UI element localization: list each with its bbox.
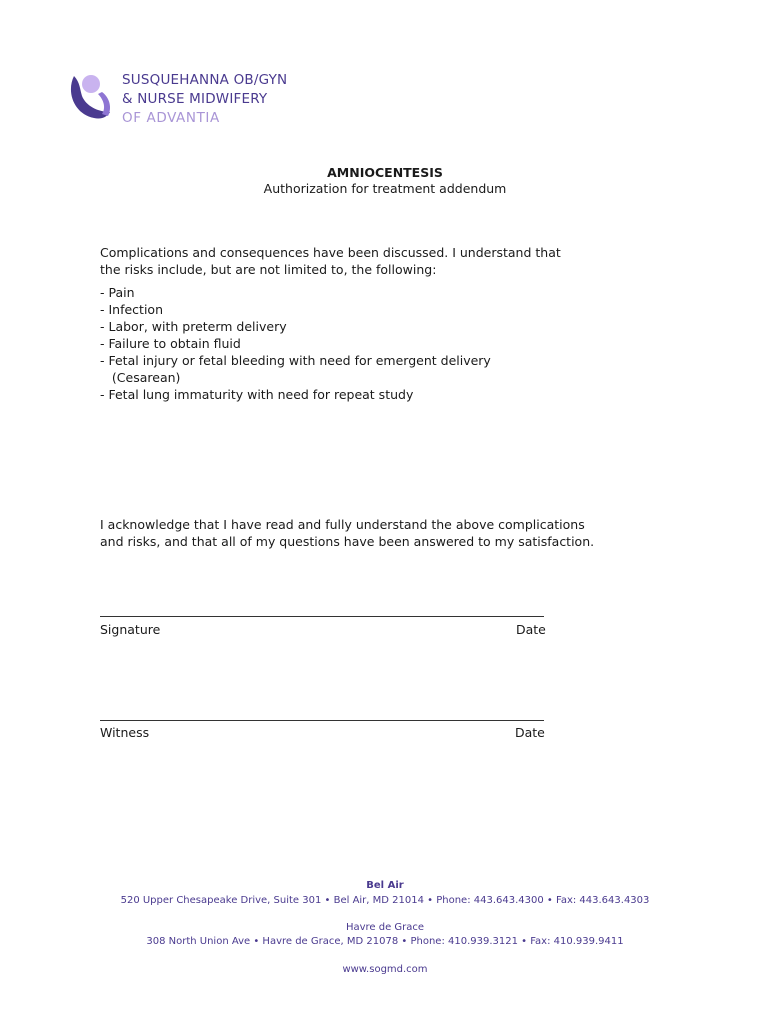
acknowledgement-paragraph <box>100 516 620 550</box>
risk-item: - Failure to obtain fluid <box>100 336 241 351</box>
witness-date-label: Date <box>515 725 545 740</box>
risk-item: (Cesarean) <box>100 370 181 385</box>
intro-line: Complications and consequences have been discussed. I understand that <box>100 245 561 260</box>
logo-line-affiliation: OF ADVANTIA <box>122 110 220 126</box>
risk-list <box>100 284 620 403</box>
document-title: AMNIOCENTESIS <box>327 165 443 180</box>
intro-line: the risks include, but are not limited to, the following: <box>100 262 437 277</box>
risk-item: - Labor, with preterm delivery <box>100 319 287 334</box>
acknowledgement-line: and risks, and that all of my questions have been answered to my satisfaction. <box>100 534 595 549</box>
risk-item: - Fetal injury or fetal bleeding with need for emergent delivery <box>100 353 491 368</box>
logo-line-practice-name: SUSQUEHANNA OB/GYN <box>122 72 288 88</box>
risk-item: - Fetal lung immaturity with need for repeat study <box>100 387 414 402</box>
document-subtitle: Authorization for treatment addendum <box>263 181 507 196</box>
logo-line-midwifery: & NURSE MIDWIFERY <box>122 91 268 107</box>
risk-item: - Pain <box>100 285 135 300</box>
witness-label: Witness <box>100 725 150 740</box>
footer-location2-details: 308 North Union Ave • Havre de Grace, MD 21078 • Phone: 410.939.3121 • Fax: 410.939.9411 <box>146 936 624 947</box>
witness-line[interactable] <box>100 720 544 721</box>
footer-location1-name: Bel Air <box>366 880 404 891</box>
practice-logo <box>68 70 308 124</box>
signature-label: Signature <box>100 622 161 637</box>
footer-location1-details: 520 Upper Chesapeake Drive, Suite 301 • Bel Air, MD 21014 • Phone: 443.643.4300 • Fax: 443.643.4303 <box>120 895 650 906</box>
acknowledgement-line: I acknowledge that I have read and fully understand the above complications <box>100 517 585 532</box>
signature-line[interactable] <box>100 616 544 617</box>
signature-date-label: Date <box>516 622 546 637</box>
logo-mark-icon <box>68 70 112 122</box>
risk-item: - Infection <box>100 302 164 317</box>
footer-website-link[interactable]: www.sogmd.com <box>342 964 428 975</box>
intro-paragraph <box>100 244 620 278</box>
footer-location2-name: Havre de Grace <box>345 922 425 933</box>
